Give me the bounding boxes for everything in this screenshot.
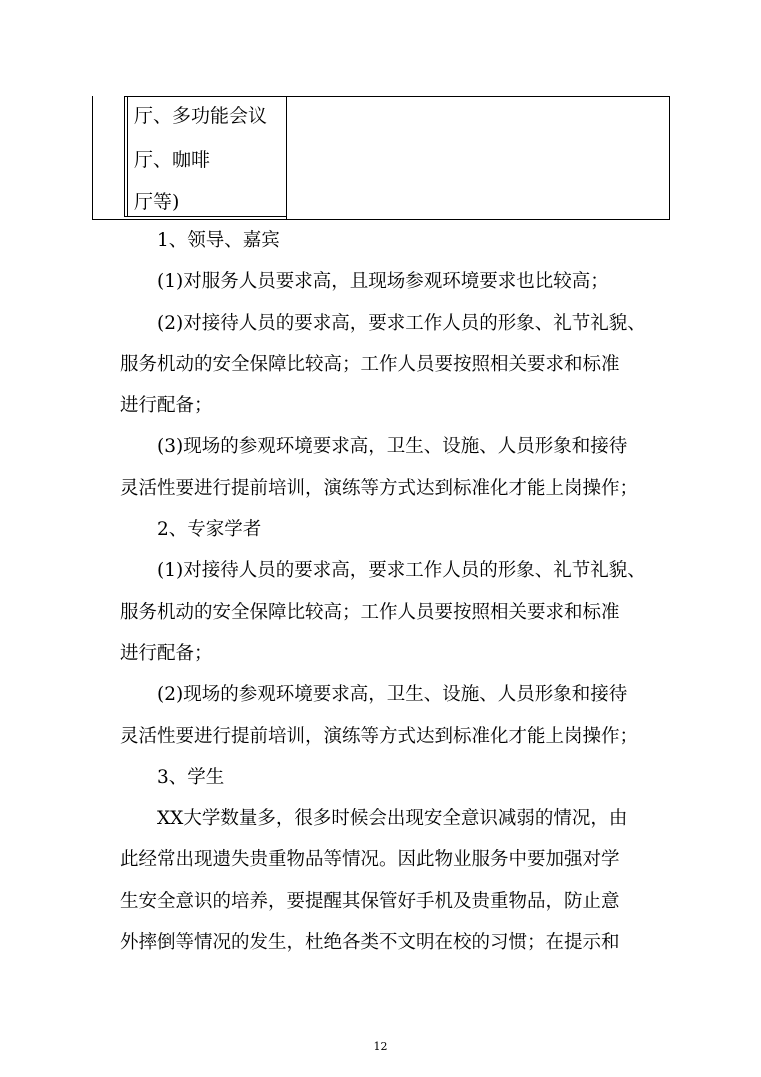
paragraph-line: 此经常出现遗失贵重物品等情况。因此物业服务中要加强对学 (120, 849, 620, 871)
paragraph-line: 进行配备； (120, 642, 213, 664)
paragraph-line: 服务机动的安全保障比较高；工作人员要按照相关要求和标准 (120, 353, 620, 375)
table-column-divider (124, 96, 125, 217)
table-border-left (92, 96, 93, 220)
paragraph-line: 1、领导、嘉宾 (157, 230, 280, 251)
table-column-divider-inner (127, 96, 128, 217)
table-cell-line: 厅、咖啡 (134, 149, 211, 171)
paragraph-line: 进行配备； (120, 395, 213, 417)
paragraph-line: (3)现场的参观环境要求高，卫生、设施、人员形象和接待 (157, 436, 628, 458)
table-cell-line: 厅、多功能会议 (134, 105, 268, 127)
paragraph-line: 3、学生 (157, 766, 225, 788)
table-border-right (669, 96, 670, 220)
table-column-divider (286, 96, 287, 220)
table-cell-line: 厅等) (134, 191, 180, 213)
table-fragment (92, 96, 670, 220)
paragraph-line: (1)对接待人员的要求高，要求工作人员的形象、礼节礼貌、 (157, 560, 646, 582)
paragraph-line: XX大学数量多，很多时候会出现安全意识减弱的情况，由 (157, 808, 628, 830)
paragraph-line: 服务机动的安全保障比较高；工作人员要按照相关要求和标准 (120, 601, 620, 623)
paragraph-line: (2)对接待人员的要求高，要求工作人员的形象、礼节礼貌、 (157, 312, 646, 334)
paragraph-line: 外摔倒等情况的发生，杜绝各类不文明在校的习惯；在提示和 (120, 932, 620, 954)
paragraph-line: 灵活性要进行提前培训，演练等方式达到标准化才能上岗操作； (120, 477, 639, 499)
paragraph-line: 2、专家学者 (157, 519, 262, 541)
paragraph-line: (2)现场的参观环境要求高，卫生、设施、人员形象和接待 (157, 684, 628, 706)
paragraph-line: 生安全意识的培养，要提醒其保管好手机及贵重物品，防止意 (120, 890, 620, 912)
paragraph-line: (1)对服务人员要求高，且现场参观环境要求也比较高； (157, 271, 609, 293)
page-number: 12 (373, 1040, 388, 1053)
body-text (120, 220, 646, 963)
paragraph-line: 灵活性要进行提前培训，演练等方式达到标准化才能上岗操作； (120, 725, 639, 747)
table-cell (134, 96, 284, 220)
